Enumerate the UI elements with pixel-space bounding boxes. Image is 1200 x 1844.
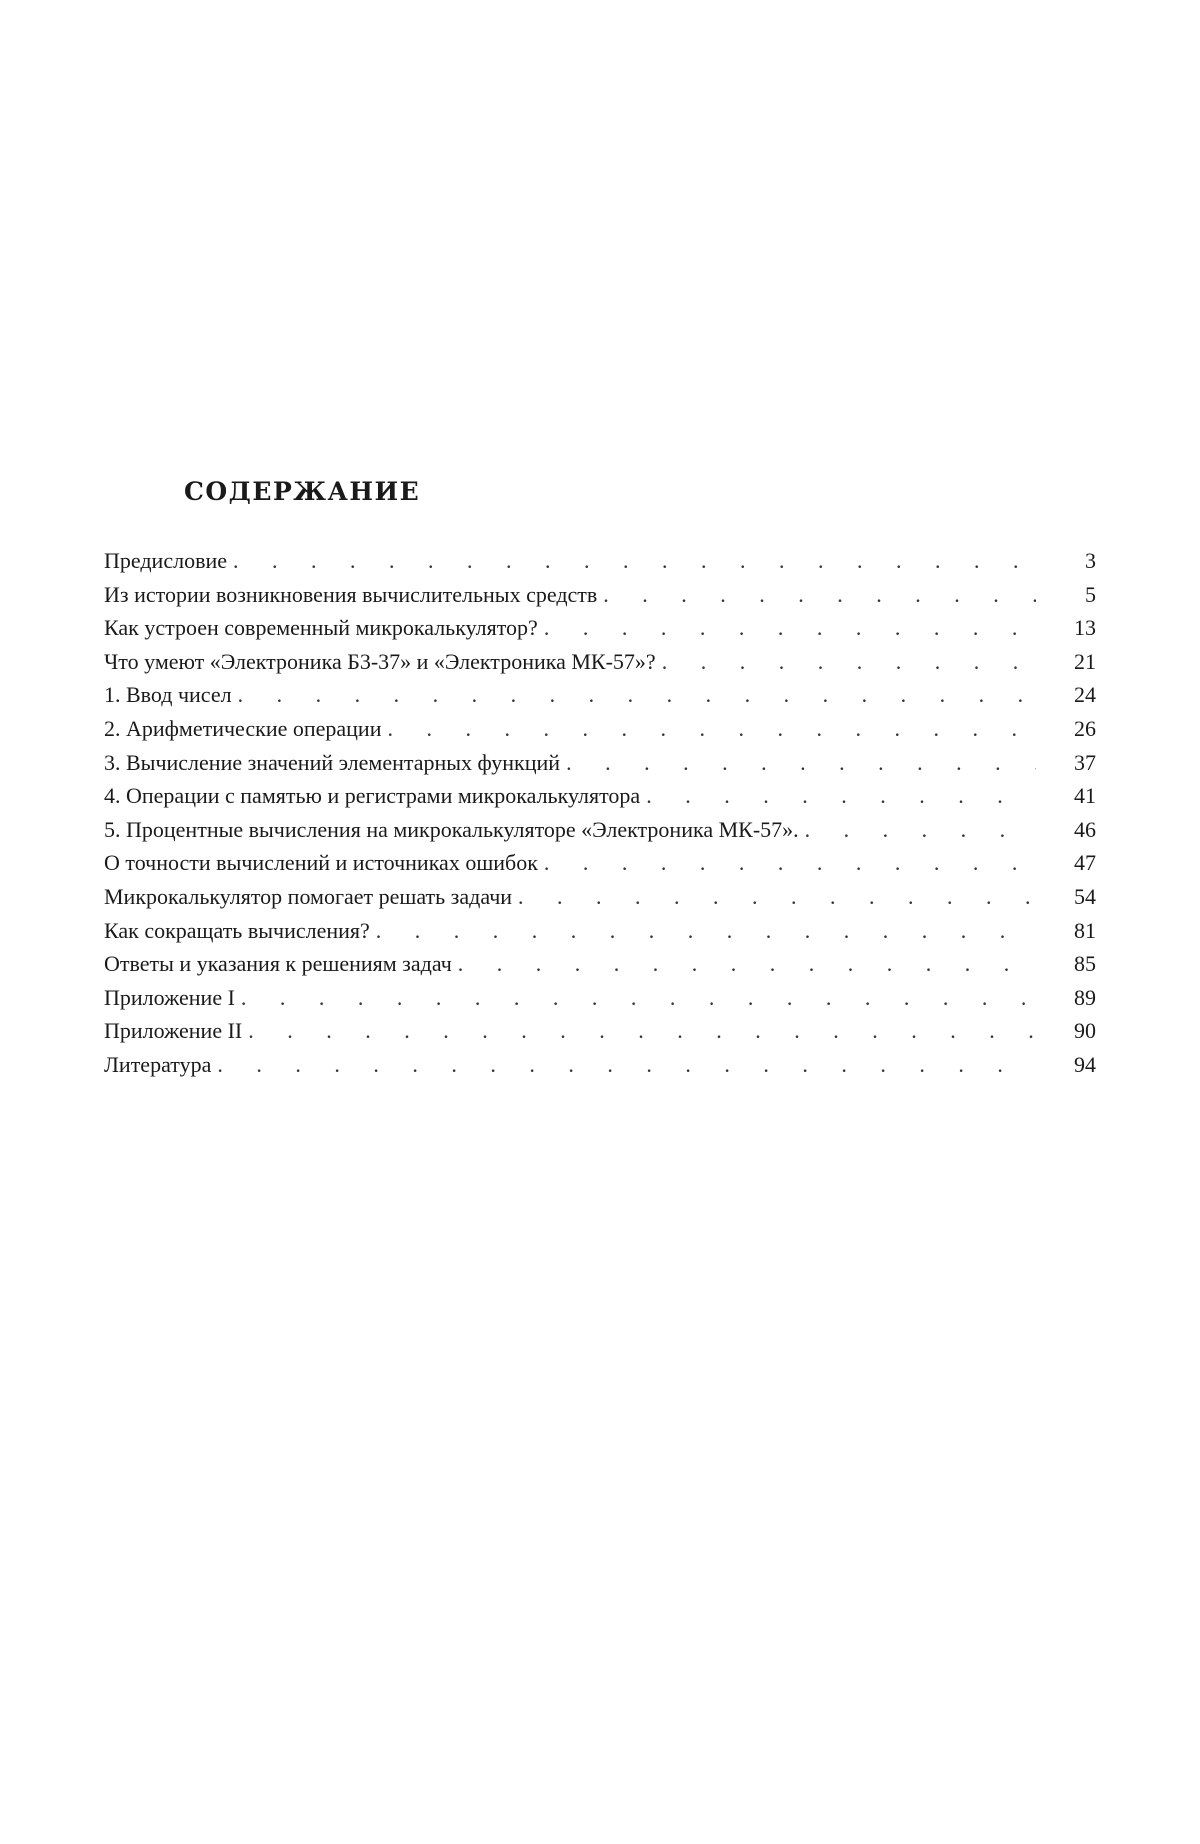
toc-dot-leader: [370, 914, 1036, 948]
toc-dot-leader: [640, 779, 1036, 813]
toc-entry-page: 26: [1074, 715, 1096, 741]
toc-entry-label: Приложение I: [104, 984, 235, 1010]
toc-dot-leader: [538, 846, 1036, 880]
toc-entry-page: 90: [1074, 1018, 1096, 1044]
toc-entry-label: Из истории возникновения вычислительных средств: [104, 581, 598, 607]
toc-dot-leader: [232, 678, 1036, 712]
toc-dot-leader: [512, 880, 1036, 914]
toc-entry-label: 1. Ввод чисел: [104, 682, 232, 708]
toc-title: СОДЕРЖАНИЕ: [184, 477, 421, 506]
toc-entry-page: 41: [1074, 783, 1096, 809]
toc-entry-page: 24: [1074, 682, 1096, 708]
toc-entry-label: Предисловие: [104, 548, 227, 573]
toc-entry-page: 37: [1074, 749, 1096, 775]
toc-entry-accuracy: [104, 846, 1096, 880]
toc-entry-page: 81: [1074, 917, 1096, 943]
toc-list: [104, 544, 1096, 1082]
toc-dot-leader: [227, 544, 1036, 578]
toc-entry-page: 89: [1074, 984, 1096, 1010]
toc-entry-appendix-2: [104, 1014, 1096, 1048]
toc-entry-history: [104, 578, 1096, 612]
toc-entry-page: 21: [1074, 648, 1096, 674]
toc-entry-label: Ответы и указания к решениям задач: [104, 951, 452, 977]
toc-dot-leader: [235, 981, 1036, 1015]
toc-entry-label: Как сокращать вычисления?: [104, 917, 370, 943]
toc-entry-label: Как устроен современный микрокалькулятор?: [104, 615, 538, 641]
toc-entry-memory: [104, 779, 1096, 813]
toc-dot-leader: [242, 1014, 1036, 1048]
toc-entry-page: 3: [1085, 548, 1096, 573]
toc-entry-page: 5: [1085, 581, 1096, 607]
toc-entry-preface: [104, 544, 1096, 578]
toc-entry-shortcuts: [104, 914, 1096, 948]
toc-entry-label: 2. Арифметические операции: [104, 715, 382, 741]
toc-entry-literature: [104, 1048, 1096, 1082]
toc-entry-structure: [104, 611, 1096, 645]
toc-entry-label: 3. Вычисление значений элементарных функций: [104, 749, 561, 775]
toc-entry-label: 4. Операции с памятью и регистрами микрокалькулятора: [104, 783, 641, 809]
toc-entry-label: О точности вычислений и источниках ошибок: [104, 850, 538, 876]
toc-dot-leader: [538, 611, 1036, 645]
toc-entry-page: 13: [1074, 615, 1096, 641]
toc-dot-leader: [452, 947, 1036, 981]
toc-entry-label: Что умеют «Электроника Б3-37» и «Электроника МК-57»?: [104, 648, 656, 674]
toc-entry-page: 46: [1074, 816, 1096, 842]
toc-entry-page: 85: [1074, 951, 1096, 977]
toc-entry-page: 54: [1074, 883, 1096, 909]
toc-entry-page: 94: [1074, 1051, 1096, 1077]
toc-entry-label: Приложение II: [104, 1018, 243, 1044]
toc-entry-label: Микрокалькулятор помогает решать задачи: [104, 883, 513, 909]
toc-entry-number-input: [104, 678, 1096, 712]
toc-dot-leader: [560, 746, 1036, 780]
toc-entry-arithmetic: [104, 712, 1096, 746]
toc-entry-problems: [104, 880, 1096, 914]
toc-entry-percent: [104, 813, 1096, 847]
toc-entry-answers: [104, 947, 1096, 981]
table-of-contents: [104, 476, 1096, 1082]
toc-dot-leader: [597, 578, 1036, 612]
toc-entry-appendix-1: [104, 981, 1096, 1015]
toc-dot-leader: [211, 1048, 1036, 1082]
toc-entry-capabilities: [104, 645, 1096, 679]
toc-entry-functions: [104, 746, 1096, 780]
toc-dot-leader: [799, 813, 1036, 847]
toc-entry-label: 5. Процентные вычисления на микрокалькуляторе «Электроника МК-57».: [104, 816, 799, 842]
toc-entry-label: Литература: [104, 1051, 212, 1077]
toc-dot-leader: [381, 712, 1036, 746]
toc-entry-page: 47: [1074, 850, 1096, 876]
toc-dot-leader: [656, 645, 1036, 679]
